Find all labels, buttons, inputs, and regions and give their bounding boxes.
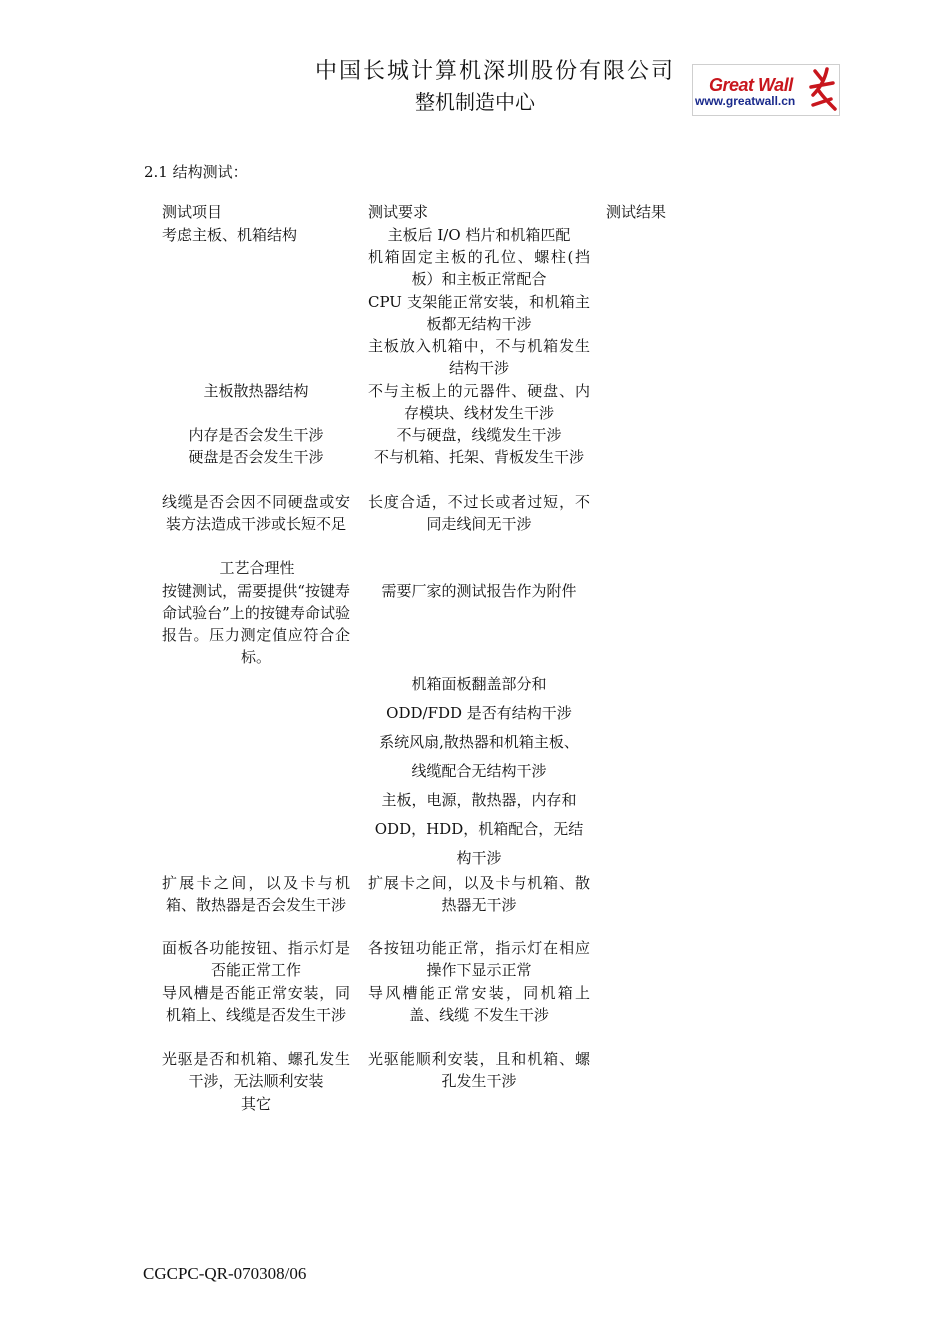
great-wall-logo <box>692 64 840 116</box>
req-standoffs: 机箱固定主板的孔位、螺柱(挡板）和主板正常配合 <box>368 248 590 288</box>
req-cpu-bracket: CPU 支架能正常安装，和机箱主板都无结构干涉 <box>368 293 590 333</box>
logo-text: Great Wall <box>709 75 793 95</box>
req-vendor-report: 需要厂家的测试报告作为附件 <box>381 582 577 600</box>
req-hdd: 不与机箱、托架、背板发生干涉 <box>373 448 584 466</box>
item-cable: 线缆是否会因不同硬盘或安装方法造成干涉或长短不足 <box>162 493 350 533</box>
logo-url: www.greatwall.cn <box>695 94 796 108</box>
document-code: CGCPC-QR-070308/06 <box>143 1264 307 1283</box>
header-test-requirement: 测试要求 <box>368 203 429 221</box>
section-title: 2.1 结构测试： <box>144 163 248 181</box>
req-cable: 长度合适，不过长或者过短，不同走线间无干涉 <box>368 493 590 533</box>
item-other: 其它 <box>240 1095 271 1113</box>
req-fan-2: 线缆配合无结构干涉 <box>411 762 547 780</box>
item-hdd: 硬盘是否会发生干涉 <box>188 448 324 466</box>
item-button-test: 按键测试，需要提供“按键寿命试验台”上的按键寿命试验报告。压力测定值应符合企标。 <box>162 582 350 666</box>
req-panel-cover-2: ODD/FDD 是否有结构干涉 <box>386 704 572 722</box>
department-name: 整机制造中心 <box>415 90 535 114</box>
req-fan-1: 系统风扇,散热器和机箱主板、 <box>379 733 579 751</box>
req-front-panel: 各按钮功能正常，指示灯在相应操作下显示正常 <box>368 939 590 979</box>
req-io-shield: 主板后 I/O 档片和机箱匹配 <box>387 226 571 244</box>
item-heatsink: 主板散热器结构 <box>203 382 309 400</box>
req-panel-cover-1: 机箱面板翻盖部分和 <box>411 675 547 693</box>
logo-calligraphy-icon <box>805 65 839 115</box>
item-process: 工艺合理性 <box>219 559 295 577</box>
req-expansion-card: 扩展卡之间，以及卡与机箱、散热器无干涉 <box>368 874 590 914</box>
item-board-chassis: 考虑主板、机箱结构 <box>162 226 298 244</box>
item-memory: 内存是否会发生干涉 <box>188 426 324 444</box>
req-optical-drive: 光驱能顺利安装，且和机箱、螺孔发生干涉 <box>368 1050 590 1090</box>
req-heatsink: 不与主板上的元器件、硬盘、内存模块、线材发生干涉 <box>368 382 590 422</box>
item-air-duct: 导风槽是否能正常安装，同机箱上、线缆是否发生干涉 <box>162 984 350 1024</box>
item-optical-drive: 光驱是否和机箱、螺孔发生干涉，无法顺利安装 <box>162 1050 350 1090</box>
req-assembly-2: ODD，HDD，机箱配合，无结 <box>374 820 584 838</box>
req-assembly-1: 主板，电源，散热器，内存和 <box>381 791 577 809</box>
header-test-result: 测试结果 <box>606 203 667 221</box>
req-board-fit: 主板放入机箱中，不与机箱发生结构干涉 <box>368 337 590 377</box>
item-front-panel: 面板各功能按钮、指示灯是否能正常工作 <box>162 939 350 979</box>
header-test-item: 测试项目 <box>162 203 223 221</box>
req-air-duct: 导风槽能正常安装，同机箱上盖、线缆 不发生干涉 <box>368 984 590 1024</box>
item-expansion-card: 扩展卡之间，以及卡与机箱、散热器是否会发生干涉 <box>162 874 350 914</box>
req-assembly-3: 构干涉 <box>456 849 502 867</box>
req-memory: 不与硬盘，线缆发生干涉 <box>396 426 562 444</box>
company-name: 中国长城计算机深圳股份有限公司 <box>314 59 675 84</box>
